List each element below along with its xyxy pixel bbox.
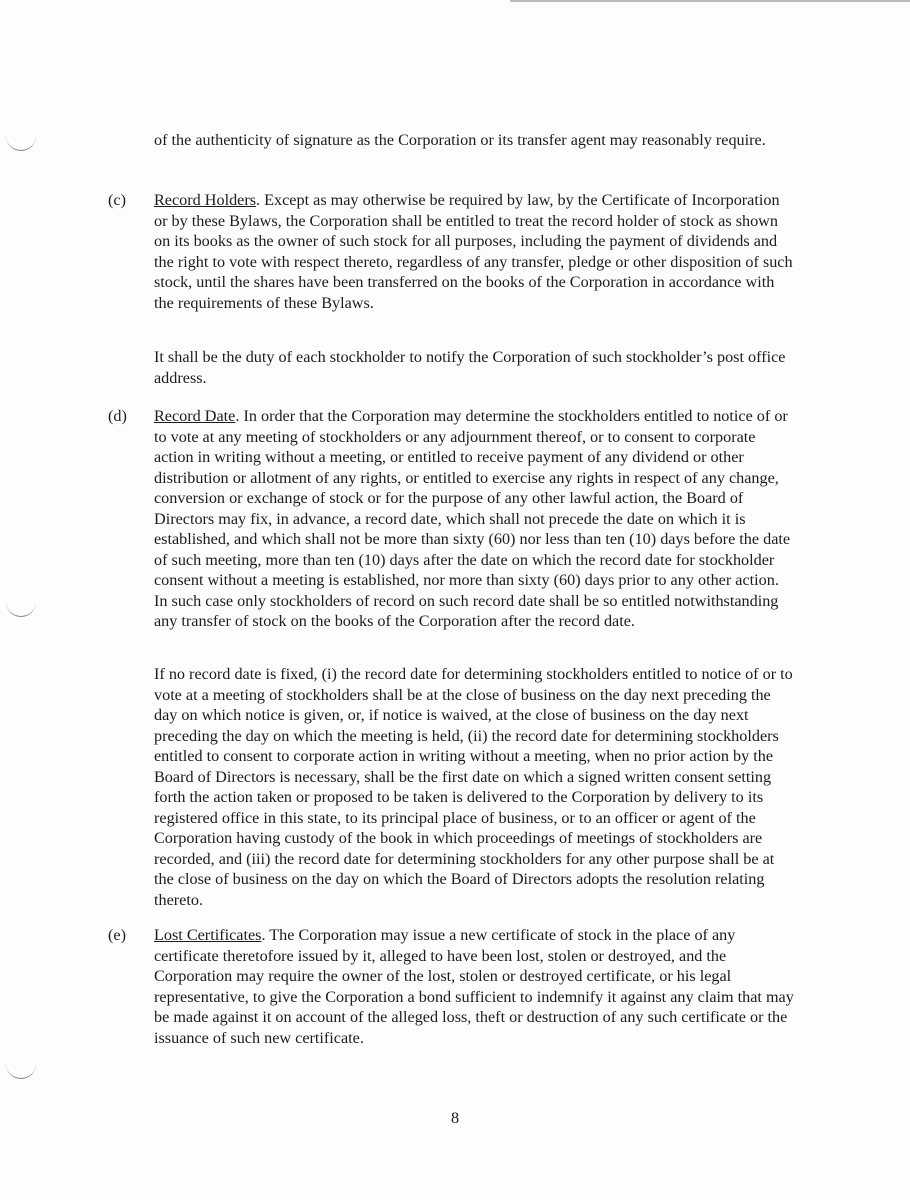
- punch-hole-mark: [6, 598, 36, 617]
- section-e-body: . The Corporation may issue a new certificate of stock in the place of any certificate theretofore issued by it, alleged to have been lost, stolen or destroyed, and the Corporation may require the owner of the lost, stolen or destroyed certificate, or his legal representative, to give the Corporation a bond sufficient to indemnify it against any claim that may be made against it on account of the alleged loss, theft or destruction of any such certificate or the issuance of such new certificate.: [154, 926, 794, 1047]
- section-c-heading: Record Holders: [154, 191, 257, 209]
- scan-top-edge: [510, 0, 910, 2]
- section-d-paragraph: [154, 406, 794, 632]
- continuation-paragraph: of the authenticity of signature as the Corporation or its transfer agent may reasonably require.: [154, 131, 766, 149]
- punch-hole-mark: [6, 1060, 36, 1079]
- section-c-body: . Except as may otherwise be required by law, by the Certificate of Incorporation or by these Bylaws, the Corporation shall be entitled to treat the record holder of stock as shown on its books as the owner of such stock for all purposes, including the payment of dividends and the right to vote with respect thereto, regardless of any transfer, pledge or other disposition of such stock, until the shares have been transferred on the books of the Corporation in accordance with the requirements of these Bylaws.: [154, 191, 793, 312]
- section-e-heading: Lost Certificates: [154, 926, 262, 944]
- section-c-paragraph: [154, 190, 794, 313]
- section-d-heading: Record Date: [154, 407, 236, 425]
- section-label-e: (e): [108, 926, 126, 944]
- section-e-paragraph: [154, 925, 794, 1048]
- section-c-extra-paragraph: It shall be the duty of each stockholder to notify the Corporation of such stockholder’s post office address.: [154, 348, 786, 387]
- section-label-d: (d): [108, 407, 127, 425]
- section-d-extra-paragraph: If no record date is fixed, (i) the record date for determining stockholders entitled to notice of or to vote at a meeting of stockholders shall be at the close of business on the day next preceding the day on which notice is given, or, if notice is waived, at the close of business on the day next preceding the day on which the meeting is held, (ii) the record date for determining stockholders entitled to consent to corporate action in writing without a meeting, when no prior action by the Board of Directors is necessary, shall be the first date on which a signed written consent setting forth the action taken or proposed to be taken is delivered to the Corporation by delivery to its registered office in this state, to its principal place of business, or to an officer or agent of the Corporation having custody of the book in which proceedings of meetings of stockholders are recorded, and (iii) the record date for determining stockholders for any other purpose shall be at the close of business on the day on which the Board of Directors adopts the resolution relating thereto.: [154, 665, 793, 909]
- section-label-c: (c): [108, 191, 126, 209]
- page-number: 8: [450, 1109, 460, 1127]
- punch-hole-mark: [6, 132, 36, 151]
- section-d-body: . In order that the Corporation may determine the stockholders entitled to notice of or to vote at any meeting of stockholders or any adjournment thereof, or to consent to corporate action in writing without a meeting, or entitled to receive payment of any dividend or other distribution or allotment of any rights, or entitled to exercise any rights in respect of any change, conversion or exchange of stock or for the purpose of any other lawful action, the Board of Directors may fix, in advance, a record date, which shall not precede the date on which it is established, and which shall not be more than sixty (60) nor less than ten (10) days before the date of such meeting, more than ten (10) days after the date on which the record date for stockholder consent without a meeting is established, nor more than sixty (60) days prior to any other action. In such case only stockholders of record on such record date shall be so entitled notwithstanding any transfer of stock on the books of the Corporation after the record date.: [154, 407, 791, 630]
